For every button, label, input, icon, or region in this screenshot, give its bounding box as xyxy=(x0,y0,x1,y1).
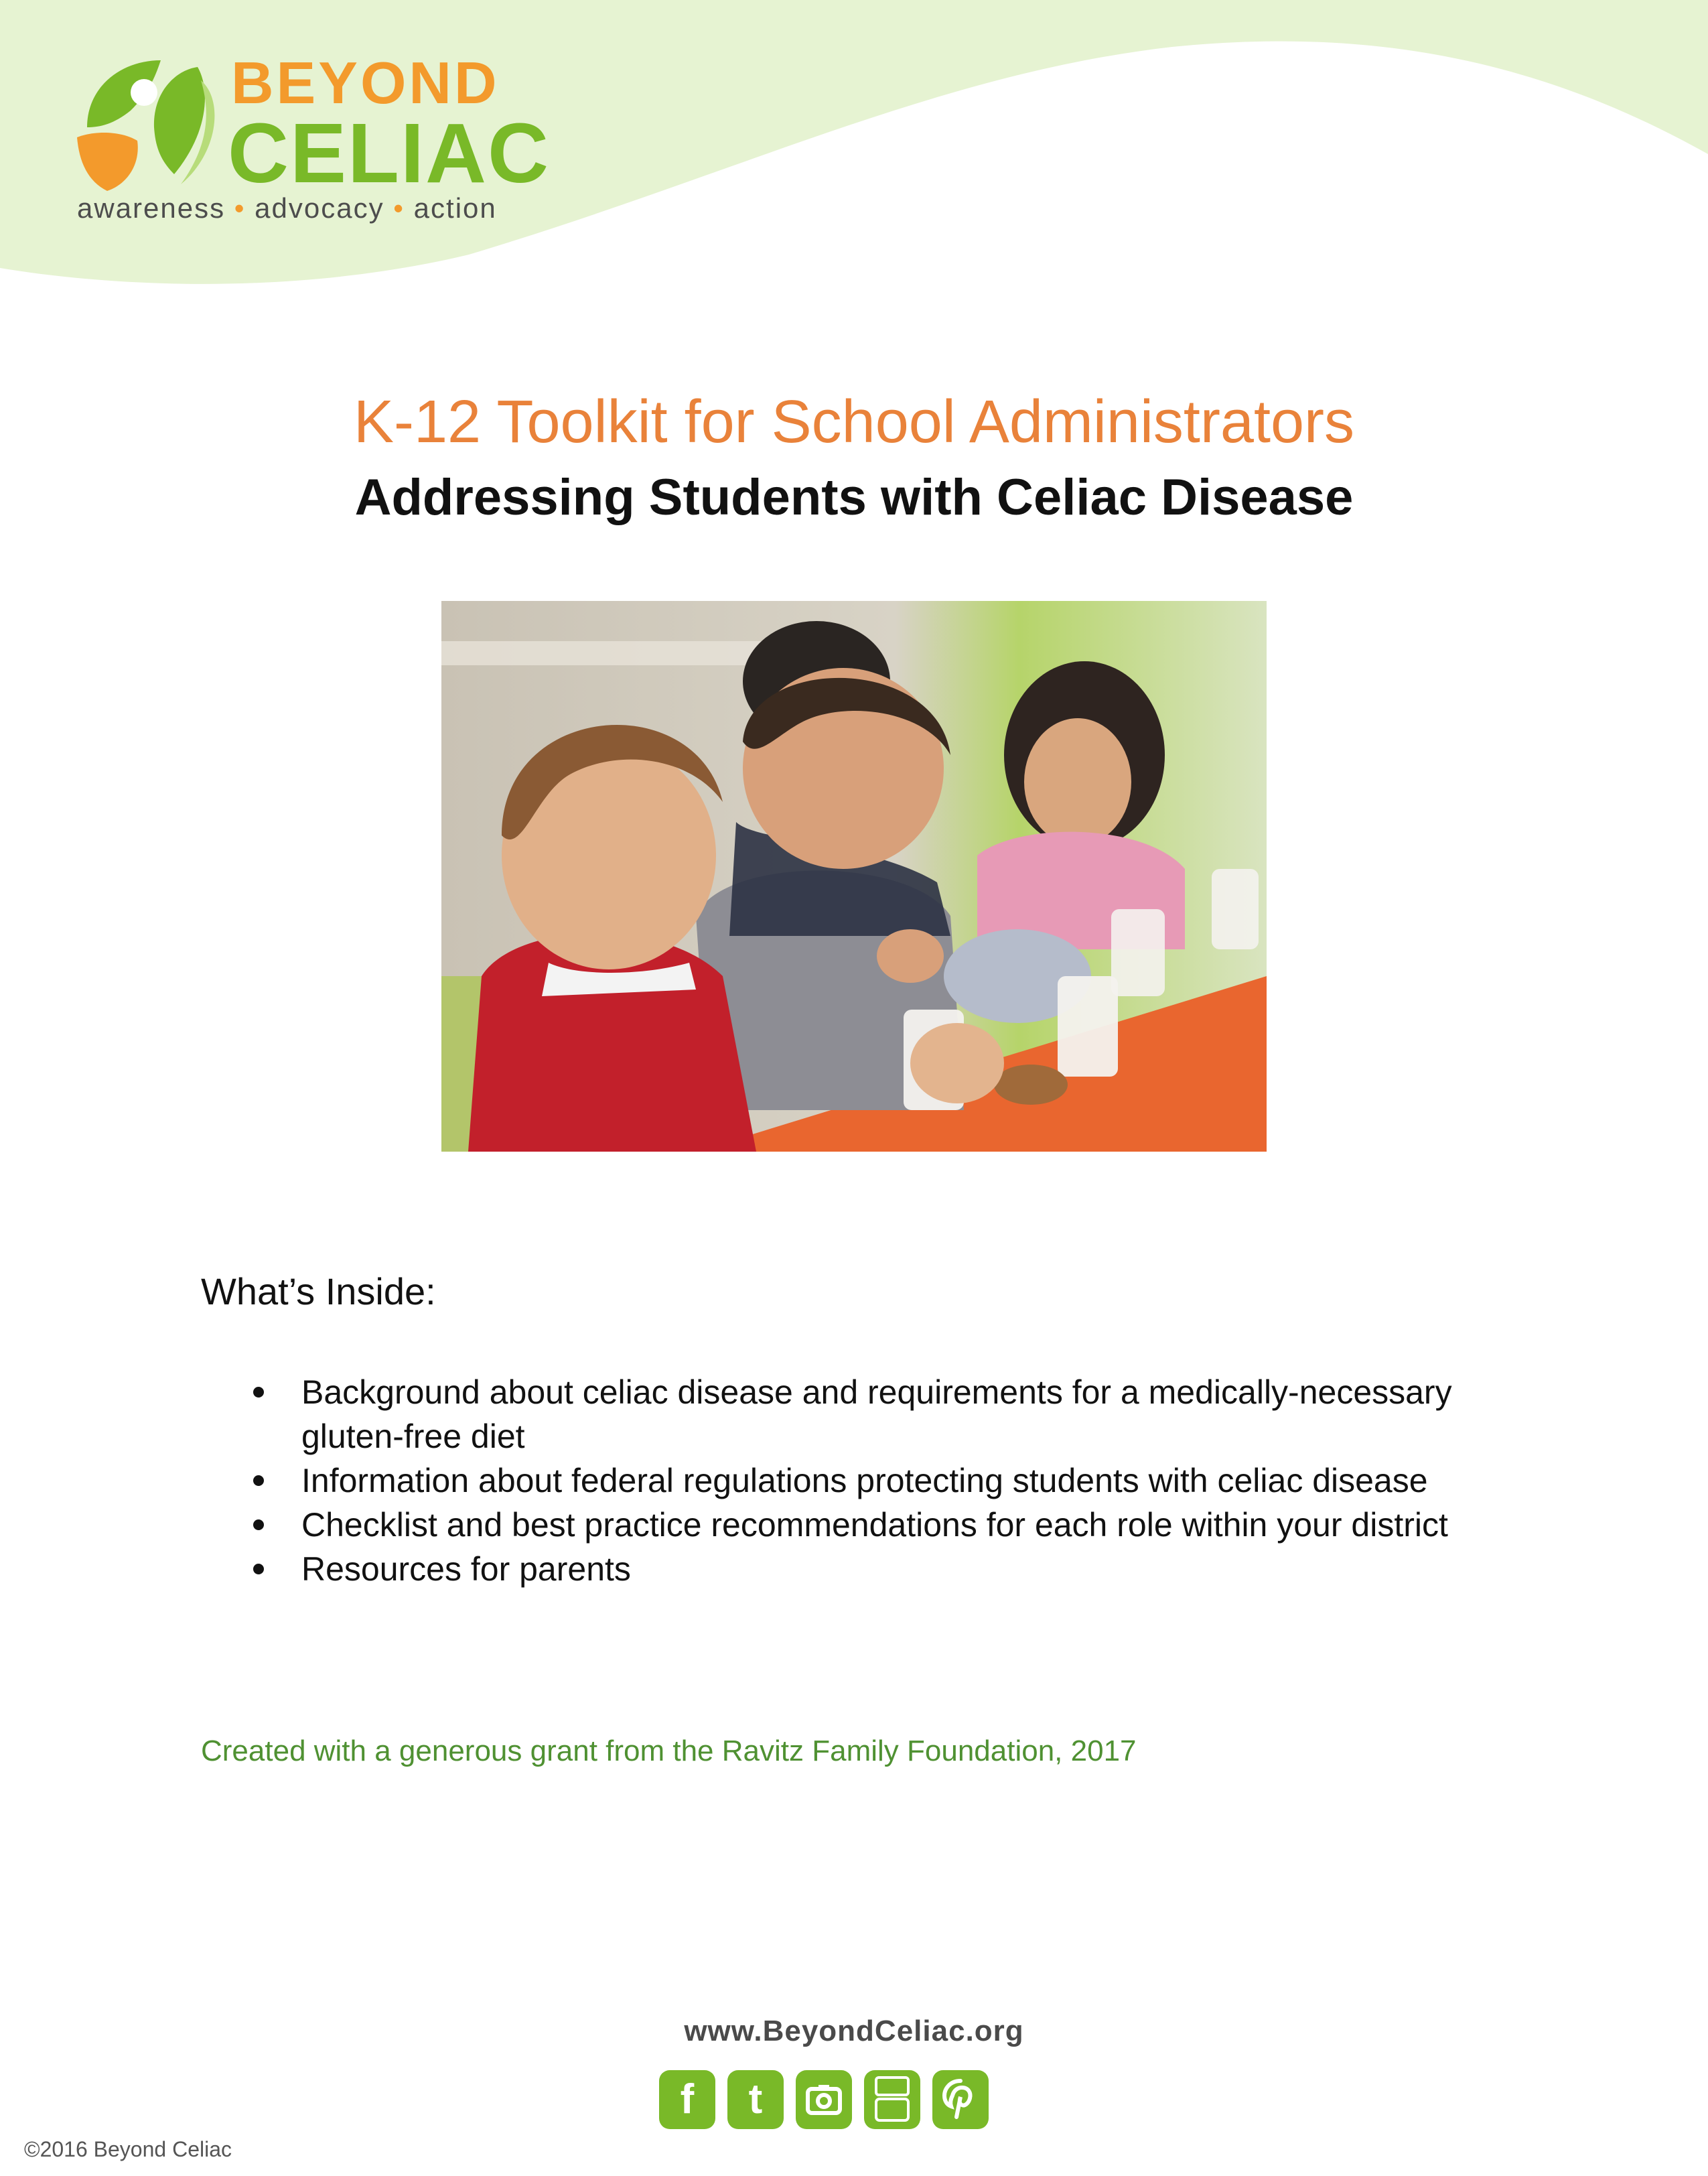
instagram-icon[interactable] xyxy=(796,2070,852,2129)
tagline-word-action: action xyxy=(413,192,497,224)
tagline-separator: • xyxy=(393,192,405,224)
grant-note: Created with a generous grant from the Ravitz Family Foundation, 2017 xyxy=(201,1735,1137,1767)
logo-mark-icon xyxy=(74,54,221,194)
facebook-icon[interactable]: f xyxy=(659,2070,715,2129)
tagline-word-awareness: awareness xyxy=(77,192,226,224)
tagline-word-advocacy: advocacy xyxy=(255,192,384,224)
bullet-icon xyxy=(253,1387,264,1398)
list-item-text: Information about federal regulations protecting students with celiac disease xyxy=(301,1462,1428,1499)
list-item-text: Background about celiac disease and requirements for a medically-necessary gluten-free diet xyxy=(301,1373,1452,1455)
page-subtitle: Addressing Students with Celiac Disease xyxy=(354,469,1354,526)
bullet-icon xyxy=(253,1564,264,1574)
list-item xyxy=(248,1370,1520,1458)
bullet-icon xyxy=(253,1519,264,1530)
tagline-separator: • xyxy=(234,192,246,224)
logo-celiac-text: CELIAC xyxy=(228,106,550,200)
website-link[interactable]: www.BeyondCeliac.org xyxy=(684,2015,1024,2047)
camera-glyph xyxy=(805,2081,843,2118)
list-item xyxy=(248,1458,1520,1503)
whats-inside-list xyxy=(248,1370,1520,1591)
whats-inside-heading: What’s Inside: xyxy=(201,1270,436,1312)
youtube-glyph xyxy=(872,2076,912,2123)
logo-beyond-text: BEYOND xyxy=(231,50,500,116)
children-lunch-photo xyxy=(441,601,1267,1152)
beyond-celiac-logo[interactable] xyxy=(74,50,550,234)
social-icons xyxy=(659,2070,1061,2134)
list-item xyxy=(248,1547,1520,1591)
page-title: K-12 Toolkit for School Administrators xyxy=(353,389,1354,456)
youtube-icon[interactable] xyxy=(864,2070,920,2129)
twitter-icon[interactable]: t xyxy=(727,2070,784,2129)
pinterest-glyph xyxy=(942,2078,979,2121)
bullet-icon xyxy=(253,1475,264,1486)
logo-tagline xyxy=(77,194,497,222)
copyright-notice: ©2016 Beyond Celiac xyxy=(24,2137,232,2161)
list-item-text: Resources for parents xyxy=(301,1550,631,1588)
pinterest-icon[interactable] xyxy=(932,2070,989,2129)
list-item-text: Checklist and best practice recommendations for each role within your district xyxy=(301,1506,1448,1544)
list-item xyxy=(248,1503,1520,1547)
